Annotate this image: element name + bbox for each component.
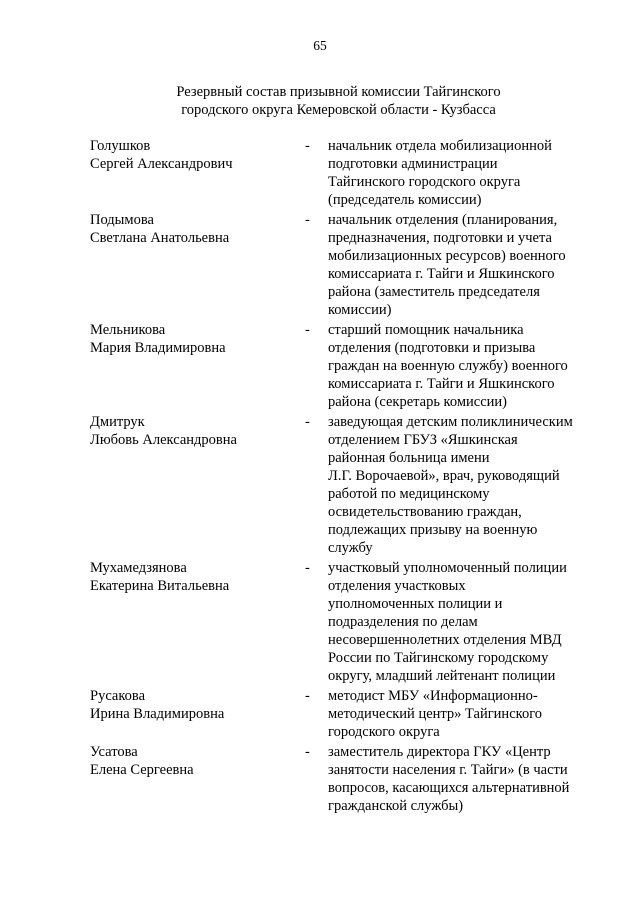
member-role-line: службу [328,540,373,556]
member-role [328,743,590,815]
member-role-line: методический центр» Тайгинского [328,706,543,722]
commission-roster [90,137,590,817]
member-given-names: Сергей Александрович [90,156,233,172]
member-name [90,211,305,247]
member-role-line: начальник отдела мобилизационной [328,138,552,154]
member-name [90,137,305,173]
member-role-line: отделением ГБУЗ «Яшкинская [328,432,518,448]
roster-entry [90,743,590,815]
member-given-names: Ирина Владимировна [90,706,225,722]
member-given-names: Мария Владимировна [90,340,226,356]
member-surname: Дмитрук [90,414,145,430]
member-role-line: района (секретарь комиссии) [328,394,507,410]
member-name [90,687,305,723]
roster-entry [90,413,590,557]
member-surname: Мельникова [90,322,166,338]
member-dash: - [305,322,310,338]
member-surname: Голушков [90,138,151,154]
member-role-line: уполномоченных полиции и [328,596,503,612]
member-role-line: отделения участковых [328,578,466,594]
member-role-line: освидетельствованию граждан, [328,504,522,520]
member-surname: Усатова [90,744,138,760]
member-role-line: несовершеннолетних отделения МВД [328,632,562,648]
member-role [328,137,590,209]
member-dash: - [305,560,310,576]
member-role-line: Л.Г. Ворочаевой», врач, руководящий [328,468,560,484]
member-role-line: районная больница имени [328,450,490,466]
roster-entry [90,321,590,411]
member-name [90,559,305,595]
member-role-line: вопросов, касающихся альтернативной [328,780,570,796]
member-role-line: городского округа [328,724,440,740]
member-given-names: Екатерина Витальевна [90,578,230,594]
member-surname: Русакова [90,688,146,704]
member-role-line: комиссариата г. Тайги и Яшкинского [328,376,555,392]
member-name [90,743,305,779]
member-dash: - [305,744,310,760]
member-role-line: старший помощник начальника [328,322,524,338]
roster-entry [90,687,590,741]
member-role-line: заведующая детским поликлиническим [328,414,573,430]
member-role-line: начальник отделения (планирования, [328,212,558,228]
member-role-line: участковый уполномоченный полиции [328,560,567,576]
member-given-names: Любовь Александровна [90,432,237,448]
member-given-names: Елена Сергеевна [90,762,194,778]
member-surname: Подымова [90,212,154,228]
member-role-line: занятости населения г. Тайги» (в части [328,762,568,778]
roster-entry [90,559,590,685]
member-role [328,211,590,319]
member-role-line: России по Тайгинскому городскому [328,650,549,666]
member-role-line: подготовки администрации [328,156,498,172]
member-dash: - [305,414,310,430]
member-role-line: работой по медицинскому [328,486,490,502]
member-role-line: мобилизационных ресурсов) военного [328,248,566,264]
member-given-names: Светлана Анатольевна [90,230,230,246]
member-name [90,413,305,449]
member-role-line: подлежащих призыву на военную [328,522,538,538]
member-role-line: округу, младший лейтенант полиции [328,668,556,684]
member-role-line: комиссариата г. Тайги и Яшкинского [328,266,555,282]
member-role-line: предназначения, подготовки и учета [328,230,552,246]
member-dash: - [305,688,310,704]
member-dash: - [305,138,310,154]
member-role-line: комиссии) [328,302,392,318]
member-surname: Мухамедзянова [90,560,187,576]
member-name [90,321,305,357]
roster-entry [90,211,590,319]
document-title [90,83,587,119]
roster-entry [90,137,590,209]
member-role-line: граждан на военную службу) военного [328,358,568,374]
member-role-line: (председатель комиссии) [328,192,482,208]
member-role-line: Тайгинского городского округа [328,174,521,190]
page-number: 65 [313,38,327,53]
member-role-line: гражданской службы) [328,798,464,814]
member-role [328,559,590,685]
member-role-line: района (заместитель председателя [328,284,540,300]
title-line-1: Резервный состав призывной комиссии Тайгинского [176,84,501,100]
member-role [328,687,590,741]
title-line-2: городского округа Кемеровской области - Кузбасса [181,102,496,118]
member-role-line: методист МБУ «Информационно- [328,688,538,704]
member-role [328,321,590,411]
member-role [328,413,590,557]
member-dash: - [305,212,310,228]
member-role-line: отделения (подготовки и призыва [328,340,536,356]
member-role-line: подразделения по делам [328,614,478,630]
member-role-line: заместитель директора ГКУ «Центр [328,744,551,760]
